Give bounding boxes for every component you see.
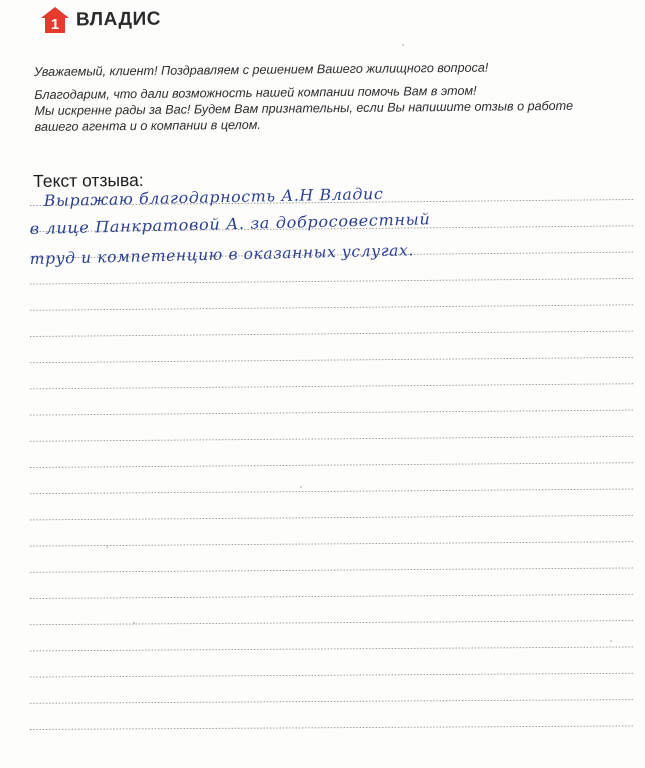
paper-speck: [610, 640, 612, 642]
paper-speck: [402, 44, 404, 46]
ruled-line: [30, 673, 634, 677]
intro-line-3: вашего агента и о компании в целом.: [34, 117, 261, 134]
paper-speck: [300, 486, 302, 488]
ruled-line: [30, 568, 634, 572]
ruled-line: [30, 489, 634, 494]
svg-text:1: 1: [50, 16, 60, 33]
brand-name: ВЛАДИС: [75, 8, 162, 31]
ruled-line: [30, 463, 634, 468]
ruled-line: [30, 594, 634, 598]
intro-line-2: Мы искренне рады за Вас! Будем Вам признательны, если Вы напишите отзыв о работе: [34, 98, 574, 118]
ruled-line: [30, 700, 634, 704]
intro-text: [34, 58, 625, 135]
handwritten-line-2: в лице Панкратовой А. за добросовестный: [29, 210, 431, 238]
ruled-line: [30, 436, 634, 441]
ruled-line: [30, 357, 634, 362]
ruled-line: [30, 305, 634, 311]
ruled-line: [30, 647, 634, 651]
ruled-line: [30, 726, 634, 730]
review-heading: Текст отзыва:: [33, 169, 144, 191]
ruled-line: [30, 410, 634, 415]
ruled-line: [30, 542, 634, 546]
ruled-line: [30, 384, 634, 389]
greeting-text: Уважаемый, клиент! Поздравляем с решением Вашего жилищного вопроса!: [34, 60, 489, 79]
handwritten-line-3: труд и компетенцию в оказанных услугах.: [29, 241, 415, 268]
ruled-line: [30, 278, 634, 284]
ruled-line: [30, 331, 634, 336]
paper-speck: [106, 546, 108, 548]
company-logo: [40, 6, 161, 34]
ruled-line: [30, 515, 634, 520]
intro-line-1: Благодарим, что дали возможность нашей компании помочь Вам в этом!: [34, 83, 477, 102]
ruled-line: [30, 621, 634, 625]
handwritten-line-1: Выражаю благодарность А.Н Владис: [43, 184, 384, 210]
paper-speck: [133, 622, 135, 624]
house-badge-icon: [40, 6, 70, 34]
